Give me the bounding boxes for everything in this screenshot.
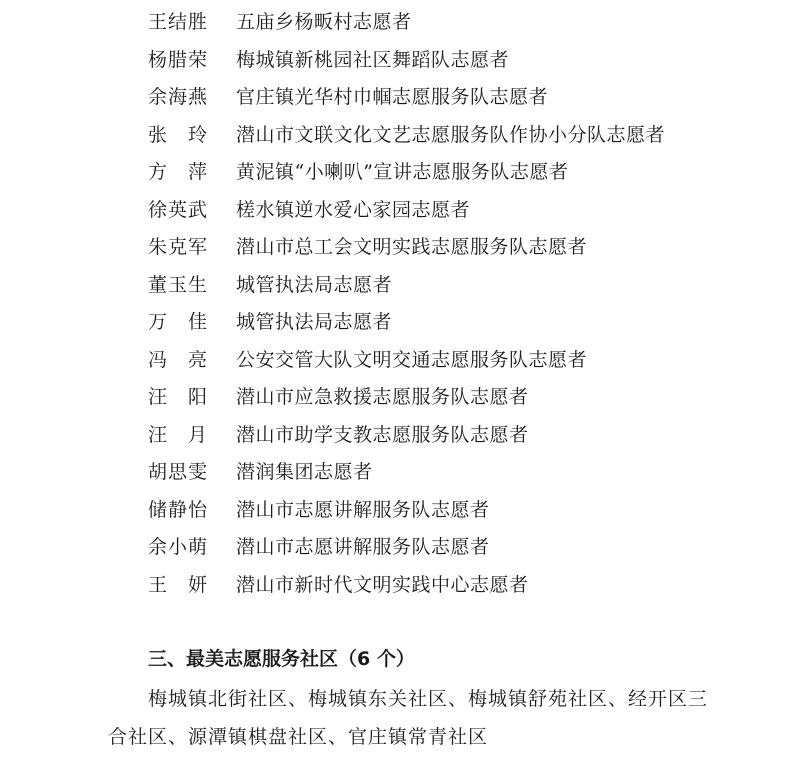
volunteer-org: 槎水镇逆水爱心家园志愿者 — [236, 198, 471, 221]
volunteer-name: 汪 月 — [148, 423, 209, 446]
volunteer-org: 潜山市文联文化文艺志愿服务队作协小分队志愿者 — [236, 123, 666, 146]
list-item — [148, 42, 768, 80]
section-heading: 三、最美志愿服务社区（6 个） — [148, 648, 415, 670]
volunteer-name: 杨腊荣 — [148, 48, 209, 71]
list-item — [148, 529, 768, 567]
volunteer-name: 王结胜 — [148, 11, 209, 33]
volunteer-org: 潜润集团志愿者 — [236, 461, 373, 483]
list-item — [148, 492, 768, 530]
volunteer-org: 五庙乡杨畈村志愿者 — [236, 11, 412, 33]
list-item — [148, 567, 768, 605]
volunteer-org: 公安交管大队文明交通志愿服务队志愿者 — [236, 348, 588, 371]
volunteer-name: 储静怡 — [148, 498, 209, 521]
volunteer-name: 冯 亮 — [148, 348, 209, 371]
list-item — [148, 454, 768, 492]
list-item — [148, 417, 768, 455]
volunteer-name: 董玉生 — [148, 273, 209, 296]
list-item — [148, 267, 768, 305]
volunteer-name: 汪 阳 — [148, 386, 209, 408]
volunteer-org: 城管执法局志愿者 — [236, 311, 393, 333]
list-item — [148, 154, 768, 192]
list-item — [148, 304, 768, 342]
list-item — [148, 4, 768, 42]
list-item — [148, 79, 768, 117]
volunteer-name: 王 妍 — [148, 573, 209, 596]
volunteer-name: 徐英武 — [148, 198, 209, 221]
section-body — [108, 680, 708, 756]
list-item — [148, 342, 768, 380]
volunteer-org: 城管执法局志愿者 — [236, 273, 393, 296]
volunteer-name: 余小萌 — [148, 536, 209, 558]
list-item — [148, 117, 768, 155]
volunteer-org: 潜山市志愿讲解服务队志愿者 — [236, 498, 490, 521]
volunteer-org: 潜山市总工会文明实践志愿服务队志愿者 — [236, 236, 588, 258]
section-body-text: 梅城镇北街社区、梅城镇东关社区、梅城镇舒苑社区、经开区三合社区、源潭镇棋盘社区、官庄镇常青社区 — [108, 688, 709, 748]
volunteer-org: 潜山市应急救援志愿服务队志愿者 — [236, 386, 529, 408]
volunteer-org: 潜山市新时代文明实践中心志愿者 — [236, 573, 529, 596]
volunteer-name: 万 佳 — [148, 311, 209, 333]
volunteer-org: 官庄镇光华村巾帼志愿服务队志愿者 — [236, 86, 549, 108]
list-item — [148, 379, 768, 417]
volunteer-name: 方 萍 — [148, 161, 209, 183]
volunteer-org: 黄泥镇“小喇叭”宣讲志愿服务队志愿者 — [236, 161, 569, 183]
volunteer-org: 潜山市助学支教志愿服务队志愿者 — [236, 423, 529, 446]
volunteer-name: 朱克军 — [148, 236, 209, 258]
volunteer-name: 张 玲 — [148, 123, 209, 146]
volunteer-list — [148, 4, 768, 604]
list-item — [148, 192, 768, 230]
volunteer-name: 胡思雯 — [148, 461, 209, 483]
volunteer-name: 余海燕 — [148, 86, 209, 108]
volunteer-org: 梅城镇新桃园社区舞蹈队志愿者 — [236, 48, 510, 71]
list-item — [148, 229, 768, 267]
volunteer-org: 潜山市志愿讲解服务队志愿者 — [236, 536, 490, 558]
